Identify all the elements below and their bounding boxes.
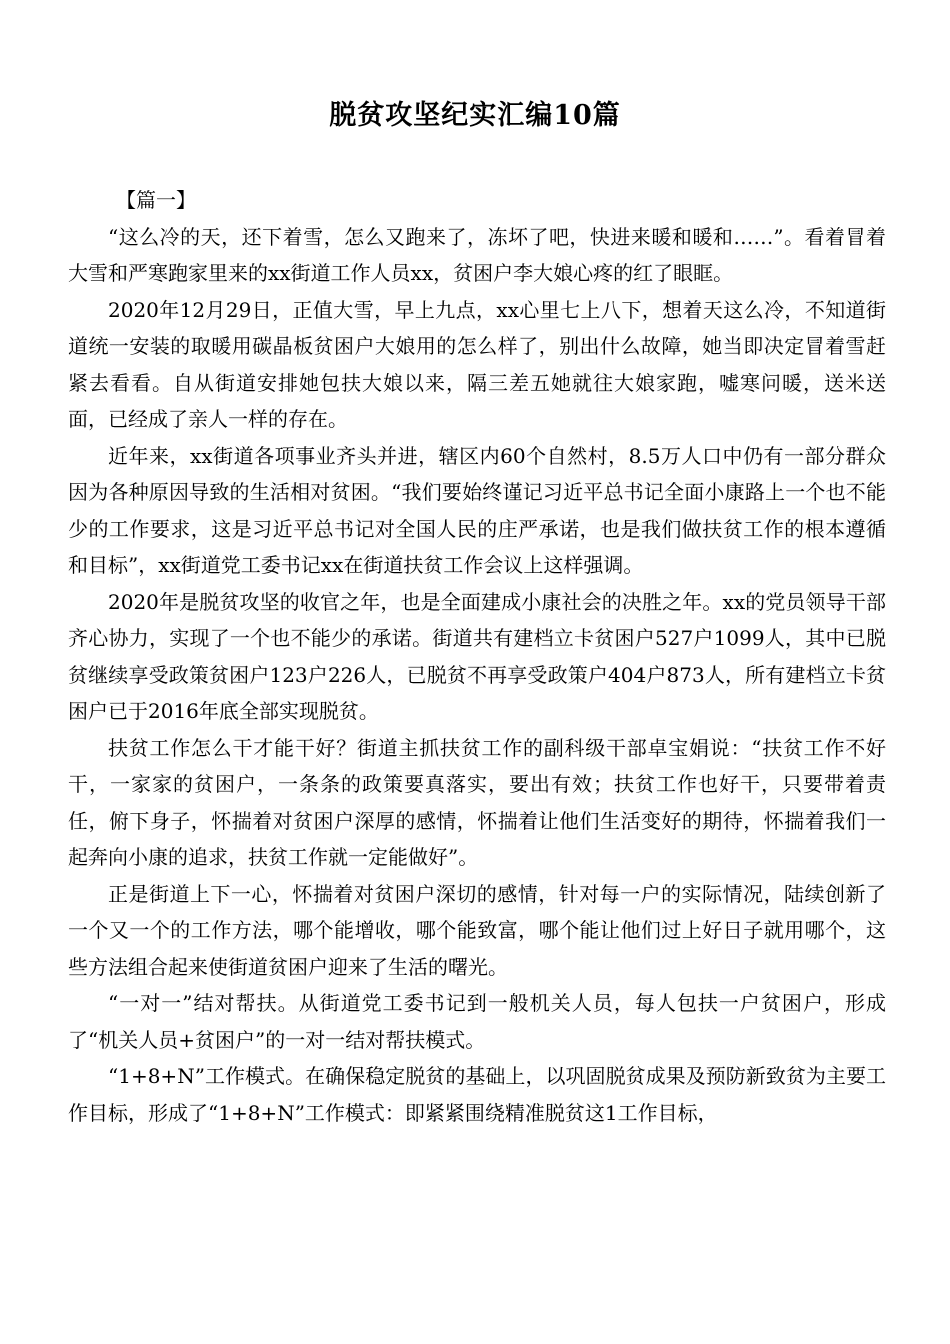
paragraph-3: 近年来，xx街道各项事业齐头并进，辖区内60个自然村，8.5万人口中仍有一部分群众因为各种原因导致的生活相对贫困。“我们要始终谨记习近平总书记全面小康路上一个也不能少的工作要求，这是习近平总书记对全国人民的庄严承诺，也是我们做扶贫工作的根本遵循和目标”，xx街道党工委书记xx在街道扶贫工作会议上这样强调。	[68, 443, 886, 577]
paragraph-5: 扶贫工作怎么干才能干好？街道主抓扶贫工作的副科级干部卓宝娟说：“扶贫工作不好干，一家家的贫困户，一条条的政策要真落实，要出有效；扶贫工作也好干，只要带着责任，俯下身子，怀揣着对贫困户深厚的感情，怀揣着让他们生活变好的期待，怀揣着我们一起奔向小康的追求，扶贫工作就一定能做好”。	[68, 735, 886, 869]
paragraph-2: 2020年12月29日，正值大雪，早上九点，xx心里七上八下，想着天这么冷，不知道街道统一安装的取暖用碳晶板贫困户大娘用的怎么样了，别出什么故障，她当即决定冒着雪赶紧去看看。自从街道安排她包扶大娘以来，隔三差五她就往大娘家跑，嘘寒问暖，送米送面，已经成了亲人一样的存在。	[68, 297, 886, 431]
paragraph-1: “这么冷的天，还下着雪，怎么又跑来了，冻坏了吧，快进来暖和暖和……”。看着冒着大雪和严寒跑家里来的xx街道工作人员xx，贫困户李大娘心疼的红了眼眶。	[68, 224, 886, 285]
section-heading: 【篇一】	[116, 188, 196, 212]
document-body	[68, 182, 886, 1131]
paragraph-6: 正是街道上下一心，怀揣着对贫困户深切的感情，针对每一户的实际情况，陆续创新了一个又一个的工作方法，哪个能增收，哪个能致富，哪个能让他们过上好日子就用哪个，这些方法组合起来使街道贫困户迎来了生活的曙光。	[68, 881, 886, 979]
paragraph-7: “一对一”结对帮扶。从街道党工委书记到一般机关人员，每人包扶一户贫困户，形成了“机关人员+贫困户”的一对一结对帮扶模式。	[68, 991, 886, 1052]
document-title: 脱贫攻坚纪实汇编10篇	[329, 100, 621, 131]
paragraph-4: 2020年是脱贫攻坚的收官之年，也是全面建成小康社会的决胜之年。xx的党员领导干部齐心协力，实现了一个也不能少的承诺。街道共有建档立卡贫困户527户1099人，其中已脱贫继续享受政策贫困户123户226人，已脱贫不再享受政策户404户873人，所有建档立卡贫困户已于2016年底全部实现脱贫。	[68, 589, 886, 723]
paragraph-8: “1+8+N”工作模式。在确保稳定脱贫的基础上，以巩固脱贫成果及预防新致贫为主要工作目标，形成了“1+8+N”工作模式：即紧紧围绕精准脱贫这1工作目标，	[68, 1064, 886, 1125]
